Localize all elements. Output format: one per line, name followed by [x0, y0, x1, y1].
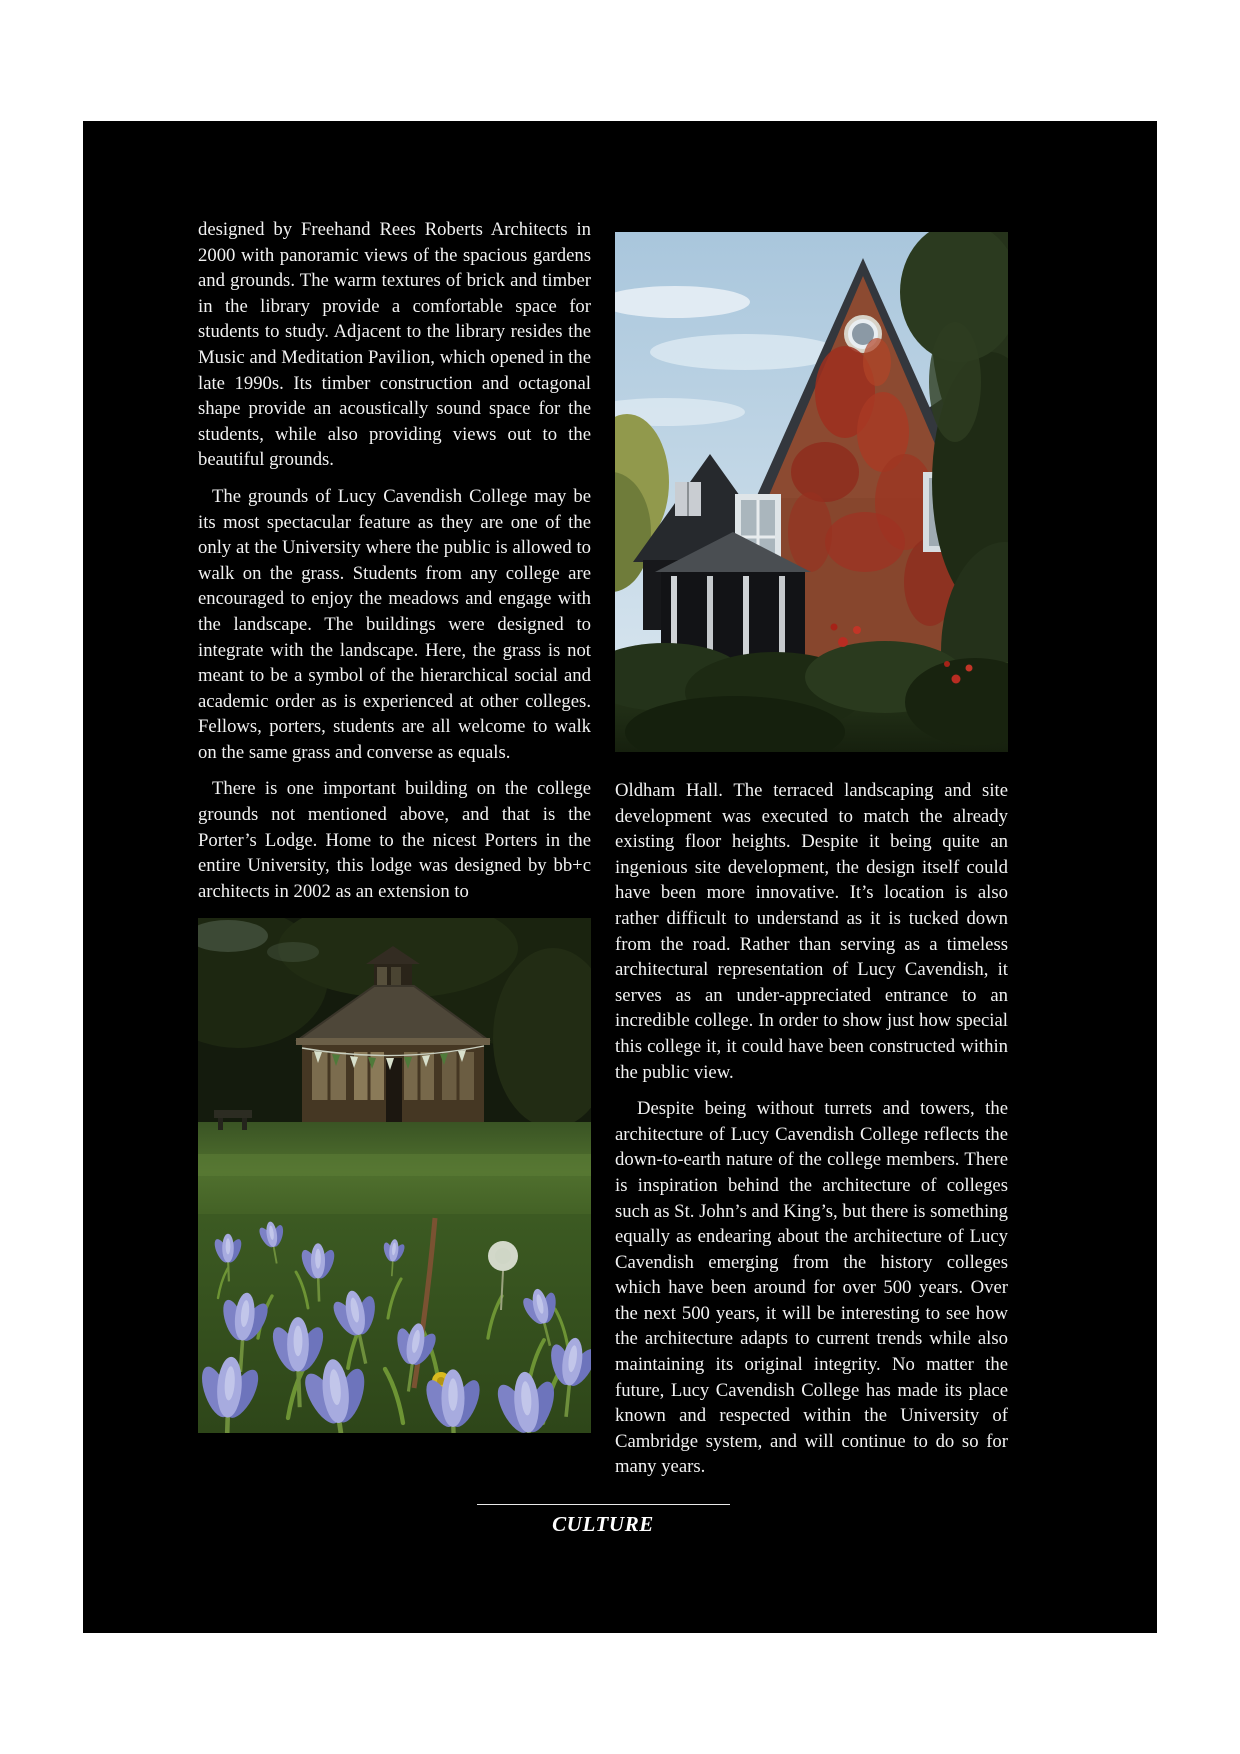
section-label: CULTURE [552, 1512, 654, 1536]
body-paragraph: designed by Freehand Rees Roberts Architects in 2000 with panoramic views of the spacious gardens and grounds. The warm textures of brick and timber in the library provide a comfortable space for students to study. Adjacent to the library resides the Music and Meditation Pavilion, which opened in the late 1990s. Its timber construction and octagonal shape provide an acoustically sound space for the students, while also providing views out to the beautiful grounds. [198, 219, 591, 471]
left-column [198, 217, 591, 1433]
body-paragraph: Oldham Hall. The terraced landscaping and site development was executed to match the already existing floor heights. Despite it being quite an ingenious site development, the design itself could have been more innovative. It’s location is also rather difficult to understand as it is tucked down from the road. Rather than serving as a timeless architectural representation of Lucy Cavendish, it serves as an under-appreciated entrance to an incredible college. In order to show just how special this college it, it could have been constructed within the public view. [615, 780, 1008, 1083]
body-paragraph: Despite being without turrets and towers, the architecture of Lucy Cavendish College reflects the down-to-earth nature of the college members. There is inspiration behind the architecture of colleges such as St. John’s and King’s, but there is something equally as endearing about the architecture of Lucy Cavendish emerging from the history colleges which have been around for over 500 years. Over the next 500 years, it will be interesting to see how the architecture adapts to current trends while also maintaining its original integrity. No matter the future, Lucy Cavendish College has made its place known and respected within the University of Cambridge system, and will continue to do so for many years. [615, 1098, 1008, 1478]
section-footer [198, 1504, 1008, 1537]
body-paragraph: There is one important building on the college grounds not mentioned above, and that is the Porter’s Lodge. Home to the nicest Porters in the entire University, this lodge was designed by bb+c architects in 2002 as an extension to [198, 778, 591, 902]
pavilion-crocus-photo [198, 918, 591, 1433]
brick-house-photo [615, 232, 1008, 752]
magazine-page [83, 121, 1157, 1633]
right-column [615, 232, 1008, 1491]
body-paragraph: The grounds of Lucy Cavendish College may be its most spectacular feature as they are one of the only at the University where the public is allowed to walk on the grass. Students from any college are encouraged to enjoy the meadows and engage with the landscape. The buildings were designed to integrate with the landscape. Here, the grass is not meant to be a symbol of the hierarchical social and academic order as is experienced at other colleges. Fellows, porters, students are all welcome to walk on the same grass and converse as equals. [198, 485, 591, 763]
footer-divider [477, 1504, 730, 1505]
